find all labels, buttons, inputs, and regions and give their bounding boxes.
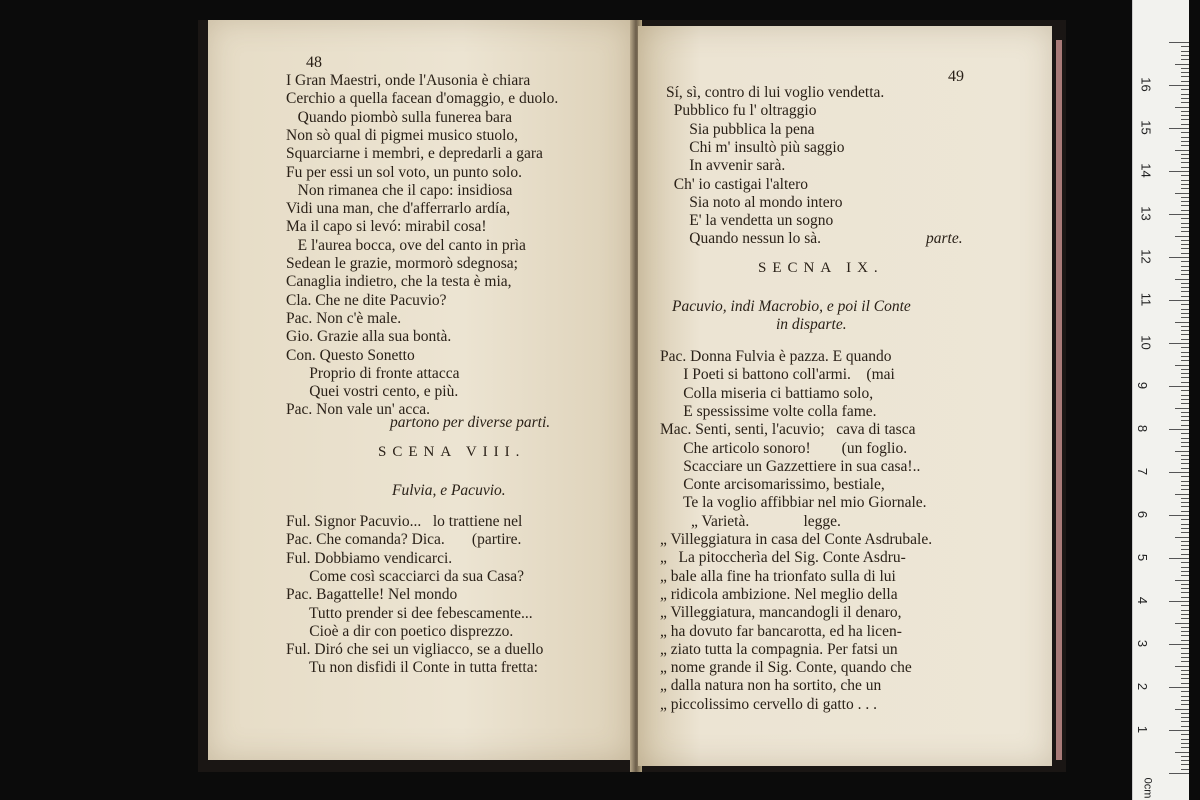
ruler-tick (1181, 528, 1189, 529)
text-line: Ful. Signor Pacuvio... lo trattiene nel (286, 513, 523, 530)
ruler-tick (1181, 739, 1189, 740)
ruler-tick (1181, 72, 1189, 73)
ruler-tick (1181, 524, 1189, 525)
ruler-tick (1181, 769, 1189, 770)
ruler-tick (1181, 76, 1189, 77)
text-line: Conte arcisomarissimo, bestiale, (660, 476, 885, 494)
ruler-tick (1181, 132, 1189, 133)
ruler-tick (1181, 605, 1189, 606)
ruler-tick (1169, 42, 1189, 43)
ruler-tick (1181, 416, 1189, 417)
ruler-number: 7 (1135, 467, 1151, 476)
ruler-tick (1181, 678, 1189, 679)
ruler-tick (1181, 597, 1189, 598)
ruler-number: 12 (1138, 249, 1154, 264)
ruler-tick (1181, 764, 1189, 765)
ruler-tick (1181, 438, 1189, 439)
text-line: „ bale alla fine ha trionfato sulla di lui (660, 567, 896, 585)
ruler-tick (1181, 395, 1189, 396)
ruler-tick (1169, 515, 1189, 516)
ruler-tick (1181, 334, 1189, 335)
ruler-tick (1169, 171, 1189, 172)
ruler-tick (1175, 623, 1189, 624)
ruler-tick (1181, 476, 1189, 477)
ruler-tick (1181, 162, 1189, 163)
ruler-tick (1181, 180, 1189, 181)
text-line: Tutto prender si dee febescamente... (286, 604, 533, 622)
ruler-tick (1181, 403, 1189, 404)
ruler-tick (1181, 304, 1189, 305)
ruler-tick (1181, 210, 1189, 211)
ruler-tick (1181, 141, 1189, 142)
ruler-number: 14 (1138, 163, 1154, 178)
ruler-tick (1181, 575, 1189, 576)
ruler-tick (1169, 214, 1189, 215)
ruler-tick (1181, 463, 1189, 464)
ruler-tick (1181, 339, 1189, 340)
ruler-number: 5 (1135, 553, 1151, 562)
ruler-tick (1181, 227, 1189, 228)
text-line: Gio. Grazie alla sua bontà. (286, 328, 452, 346)
ruler-tick (1181, 717, 1189, 718)
text-line: Ma il capo si levó: mirabil cosa! (286, 218, 487, 236)
ruler-tick (1181, 696, 1189, 697)
ruler-tick (1175, 537, 1189, 538)
ruler-tick (1181, 584, 1189, 585)
ruler-tick (1181, 326, 1189, 327)
ruler-tick (1181, 532, 1189, 533)
text-line: „ nome grande il Sig. Conte, quando che (660, 659, 912, 677)
text-line: Quando nessun lo sà. (666, 230, 821, 248)
ruler-number: 16 (1138, 77, 1154, 92)
ruler-tick (1169, 687, 1189, 688)
ruler-tick (1181, 618, 1189, 619)
ruler-tick (1181, 330, 1189, 331)
ruler-tick (1175, 150, 1189, 151)
ruler-number: 15 (1138, 120, 1154, 135)
ruler-tick (1181, 201, 1189, 202)
text-line: Pac. Bagattelle! Nel mondo (286, 586, 458, 604)
text-line: Te la voglio affibbiar nel mio Giornale. (660, 494, 927, 512)
text-line: Pac. Donna Fulvia è pazza. E quando (660, 348, 892, 365)
ruler-tick (1181, 635, 1189, 636)
ruler-number: 10 (1138, 335, 1154, 350)
ruler-tick (1181, 519, 1189, 520)
ruler-tick (1181, 313, 1189, 314)
ruler-tick (1181, 506, 1189, 507)
ruler-tick (1175, 408, 1189, 409)
ruler-tick (1169, 128, 1189, 129)
ruler-tick (1181, 309, 1189, 310)
ruler-tick (1181, 377, 1189, 378)
text-line: Ful. Dobbiamo vendicarci. (286, 549, 453, 567)
ruler-tick (1181, 399, 1189, 400)
text-line: I Poeti si battono coll'armi. (mai (660, 366, 895, 384)
text-line: „ Varietà. legge. (660, 512, 841, 530)
ruler-tick (1181, 459, 1189, 460)
ruler-tick (1169, 343, 1189, 344)
ruler-tick (1181, 648, 1189, 649)
ruler-tick (1181, 158, 1189, 159)
ruler-tick (1181, 81, 1189, 82)
ruler-tick (1181, 154, 1189, 155)
text-line: Cioè a dir con poetico disprezzo. (286, 622, 514, 640)
page-edge (1056, 40, 1062, 760)
ruler-tick (1181, 352, 1189, 353)
left-page (208, 20, 632, 760)
ruler-tick (1181, 98, 1189, 99)
ruler-tick (1169, 558, 1189, 559)
ruler-number: 13 (1138, 206, 1154, 221)
ruler-tick (1181, 412, 1189, 413)
ruler-tick (1181, 704, 1189, 705)
scene-heading-viii: SCENA VIII. (378, 444, 526, 460)
text-line: „ ha dovuto far bancarotta, ed ha licen- (660, 622, 902, 640)
ruler-tick (1181, 102, 1189, 103)
ruler-number: 4 (1135, 596, 1151, 605)
ruler-tick (1181, 188, 1189, 189)
right-page (638, 26, 1052, 766)
ruler-tick (1181, 511, 1189, 512)
stage-direction-exit: partono per diverse parti. (390, 414, 551, 431)
ruler-tick (1169, 386, 1189, 387)
page-number-right: 49 (948, 68, 964, 85)
ruler-tick (1181, 721, 1189, 722)
ruler-tick (1181, 274, 1189, 275)
ruler-tick (1181, 205, 1189, 206)
text-line: Pubblico fu l' oltraggio (666, 102, 817, 120)
text-line: Quando piombò sulla funerea bara (286, 108, 512, 126)
text-line: „ La pitoccherìa del Sig. Conte Asdru- (660, 549, 906, 567)
ruler-tick (1169, 644, 1189, 645)
text-line: „ Villeggiatura in casa del Conte Asdrubale. (660, 531, 933, 548)
ruler-tick (1181, 734, 1189, 735)
text-line: Sia noto al mondo intero (666, 193, 843, 211)
ruler-tick (1181, 627, 1189, 628)
ruler-tick (1181, 498, 1189, 499)
ruler-tick (1181, 248, 1189, 249)
measurement-ruler (1132, 0, 1189, 800)
ruler-tick (1181, 369, 1189, 370)
ruler-tick (1181, 266, 1189, 267)
ruler-tick (1181, 567, 1189, 568)
ruler-tick (1181, 373, 1189, 374)
ruler-tick (1181, 89, 1189, 90)
text-line: Ful. Diró che sei un vigliacco, se a duello (286, 641, 544, 659)
ruler-tick (1181, 657, 1189, 658)
ruler-tick (1181, 640, 1189, 641)
ruler-tick (1181, 360, 1189, 361)
text-line: Tu non disfidi il Conte in tutta fretta: (286, 659, 538, 677)
ruler-tick (1181, 231, 1189, 232)
ruler-tick (1181, 356, 1189, 357)
ruler-tick (1181, 610, 1189, 611)
ruler-tick (1181, 115, 1189, 116)
ruler-number: 11 (1138, 292, 1154, 307)
ruler-tick (1169, 601, 1189, 602)
ruler-tick (1181, 592, 1189, 593)
ruler-tick (1181, 94, 1189, 95)
ruler-tick (1181, 674, 1189, 675)
ruler-tick (1181, 760, 1189, 761)
ruler-number: 9 (1135, 381, 1151, 390)
text-line: Ch' io castigai l'altero (666, 175, 809, 193)
stage-direction-parte: partе. (926, 230, 963, 248)
ruler-tick (1181, 240, 1189, 241)
ruler-tick (1181, 549, 1189, 550)
ruler-tick (1181, 481, 1189, 482)
ruler-tick (1181, 296, 1189, 297)
ruler-tick (1181, 167, 1189, 168)
ruler-tick (1181, 317, 1189, 318)
text-line: Non rimanea che il capo: insidiosa (286, 181, 513, 199)
text-line: „ ziato tutta la compagnia. Per fatsi un (660, 640, 898, 658)
ruler-tick (1175, 365, 1189, 366)
text-line: „ Villeggiatura, mancandogli il denaro, (660, 604, 902, 622)
ruler-tick (1169, 85, 1189, 86)
ruler-tick (1181, 287, 1189, 288)
ruler-tick (1181, 562, 1189, 563)
ruler-number: 6 (1135, 510, 1151, 519)
ruler-tick (1175, 107, 1189, 108)
text-line: E spessissime volte colla fame. (660, 402, 877, 420)
ruler-tick (1181, 683, 1189, 684)
ruler-tick (1181, 670, 1189, 671)
ruler-tick (1181, 119, 1189, 120)
ruler-tick (1169, 300, 1189, 301)
ruler-tick (1181, 51, 1189, 52)
text-line: Come così scacciarci da sua Casa? (286, 567, 525, 585)
ruler-number: 3 (1135, 639, 1151, 648)
ruler-tick (1175, 236, 1189, 237)
scene-characters-ix-line1: Pacuvio, indi Macrobio, e poi il Conte (672, 298, 911, 315)
ruler-tick (1181, 425, 1189, 426)
ruler-tick (1181, 446, 1189, 447)
ruler-tick (1175, 279, 1189, 280)
ruler-tick (1181, 253, 1189, 254)
ruler-tick (1175, 666, 1189, 667)
ruler-tick (1181, 726, 1189, 727)
ruler-tick (1175, 451, 1189, 452)
ruler-tick (1181, 554, 1189, 555)
ruler-tick (1181, 261, 1189, 262)
ruler-tick (1181, 270, 1189, 271)
ruler-tick (1181, 614, 1189, 615)
ruler-tick (1181, 588, 1189, 589)
ruler-tick (1181, 111, 1189, 112)
ruler-number: 2 (1135, 682, 1151, 691)
ruler-tick (1181, 291, 1189, 292)
ruler-tick (1181, 489, 1189, 490)
text-line: Pac. Non c'è male. (286, 309, 402, 327)
ruler-tick (1181, 223, 1189, 224)
text-line: Sí, sì, contro di lui voglio vendetta. (666, 84, 885, 101)
ruler-tick (1181, 455, 1189, 456)
ruler-tick (1181, 382, 1189, 383)
text-line: Con. Questo Sonetto (286, 346, 415, 364)
text-line: Canaglia indietro, che la testa è mia, (286, 273, 512, 291)
ruler-tick (1169, 429, 1189, 430)
scene-characters-ix-line2: in disparte. (776, 316, 847, 333)
ruler-tick (1181, 653, 1189, 654)
ruler-tick (1181, 541, 1189, 542)
ruler-tick (1181, 442, 1189, 443)
ruler-tick (1175, 322, 1189, 323)
ruler-tick (1175, 580, 1189, 581)
ruler-tick (1175, 64, 1189, 65)
text-line: I Gran Maestri, onde l'Ausonia è chiara (286, 72, 531, 89)
text-line: In avvenir sarà. (666, 157, 786, 175)
text-line: Pac. Che comanda? Dica. (partire. (286, 531, 522, 549)
text-line: Sedean le grazie, mormorò sdegnosa; (286, 255, 518, 272)
ruler-tick (1181, 283, 1189, 284)
ruler-tick (1181, 756, 1189, 757)
ruler-tick (1181, 631, 1189, 632)
ruler-tick (1181, 747, 1189, 748)
ruler-tick (1169, 472, 1189, 473)
ruler-tick (1175, 193, 1189, 194)
ruler-number: 1 (1135, 725, 1151, 734)
ruler-tick (1181, 218, 1189, 219)
ruler-tick (1181, 420, 1189, 421)
text-line: Cerchio a quella facean d'omaggio, e duolo. (286, 90, 559, 108)
text-line: Fu per essi un sol voto, un punto solo. (286, 163, 522, 181)
ruler-tick (1169, 730, 1189, 731)
ruler-tick (1181, 145, 1189, 146)
ruler-tick (1181, 485, 1189, 486)
ruler-tick (1181, 46, 1189, 47)
text-line: Sia pubblica la pena (666, 120, 815, 138)
ruler-number: 8 (1135, 424, 1151, 433)
ruler-tick (1175, 709, 1189, 710)
text-line: Non sò qual di pigmei musico stuolo, (286, 126, 519, 144)
scene-characters-viii: Fulvia, e Pacuvio. (392, 482, 506, 499)
ruler-tick (1175, 494, 1189, 495)
text-line: Scacciare un Gazzettiere in sua casa!.. (660, 457, 921, 475)
ruler-tick (1181, 347, 1189, 348)
ruler-tick (1181, 700, 1189, 701)
page-number-left: 48 (306, 54, 322, 71)
ruler-tick (1181, 68, 1189, 69)
open-book (198, 20, 1066, 772)
text-line: Proprio di fronte attacca (286, 364, 460, 382)
ruler-tick (1181, 137, 1189, 138)
text-line: Vidi una man, che d'afferrarlo ardía, (286, 200, 511, 218)
ruler-tick (1181, 433, 1189, 434)
ruler-tick (1175, 752, 1189, 753)
ruler-tick (1181, 184, 1189, 185)
ruler-tick (1181, 502, 1189, 503)
ruler-tick (1181, 197, 1189, 198)
ruler-tick (1181, 691, 1189, 692)
text-line: E' la vendetta un sogno (666, 212, 834, 230)
ruler-tick (1181, 244, 1189, 245)
text-line: Colla miseria ci battiamo solo, (660, 384, 874, 402)
ruler-tick (1181, 175, 1189, 176)
ruler-unit-label: 0cm (1141, 777, 1154, 799)
ruler-tick (1181, 661, 1189, 662)
ruler-tick (1181, 55, 1189, 56)
text-line: Quei vostri cento, e più. (286, 383, 459, 401)
text-line: „ ridicola ambizione. Nel meglio della (660, 585, 898, 603)
text-line: Chi m' insultò più saggio (666, 138, 845, 156)
text-line: „ piccolissimo cervello di gatto . . . (660, 695, 877, 713)
text-line: E l'aurea bocca, ove del canto in prìa (286, 236, 526, 254)
ruler-tick (1169, 257, 1189, 258)
scene-heading-ix: SECNA IX. (758, 260, 884, 276)
text-line: „ dalla natura non ha sortito, che un (660, 677, 882, 695)
text-line: Squarciarne i membri, e depredarli a gara (286, 145, 543, 163)
ruler-tick (1181, 59, 1189, 60)
text-line: Mac. Senti, senti, l'acuvio; cava di tasca (660, 421, 916, 439)
ruler-tick (1181, 545, 1189, 546)
ruler-tick (1181, 390, 1189, 391)
ruler-tick (1181, 468, 1189, 469)
text-line: Cla. Che ne dite Pacuvio? (286, 291, 447, 309)
text-line: Che articolo sonoro! (un foglio. (660, 439, 908, 457)
ruler-tick (1169, 773, 1189, 774)
ruler-tick (1181, 571, 1189, 572)
ruler-tick (1181, 713, 1189, 714)
ruler-tick (1181, 124, 1189, 125)
text-line: Pac. Non vale un' acca. (286, 401, 430, 419)
ruler-tick (1181, 743, 1189, 744)
